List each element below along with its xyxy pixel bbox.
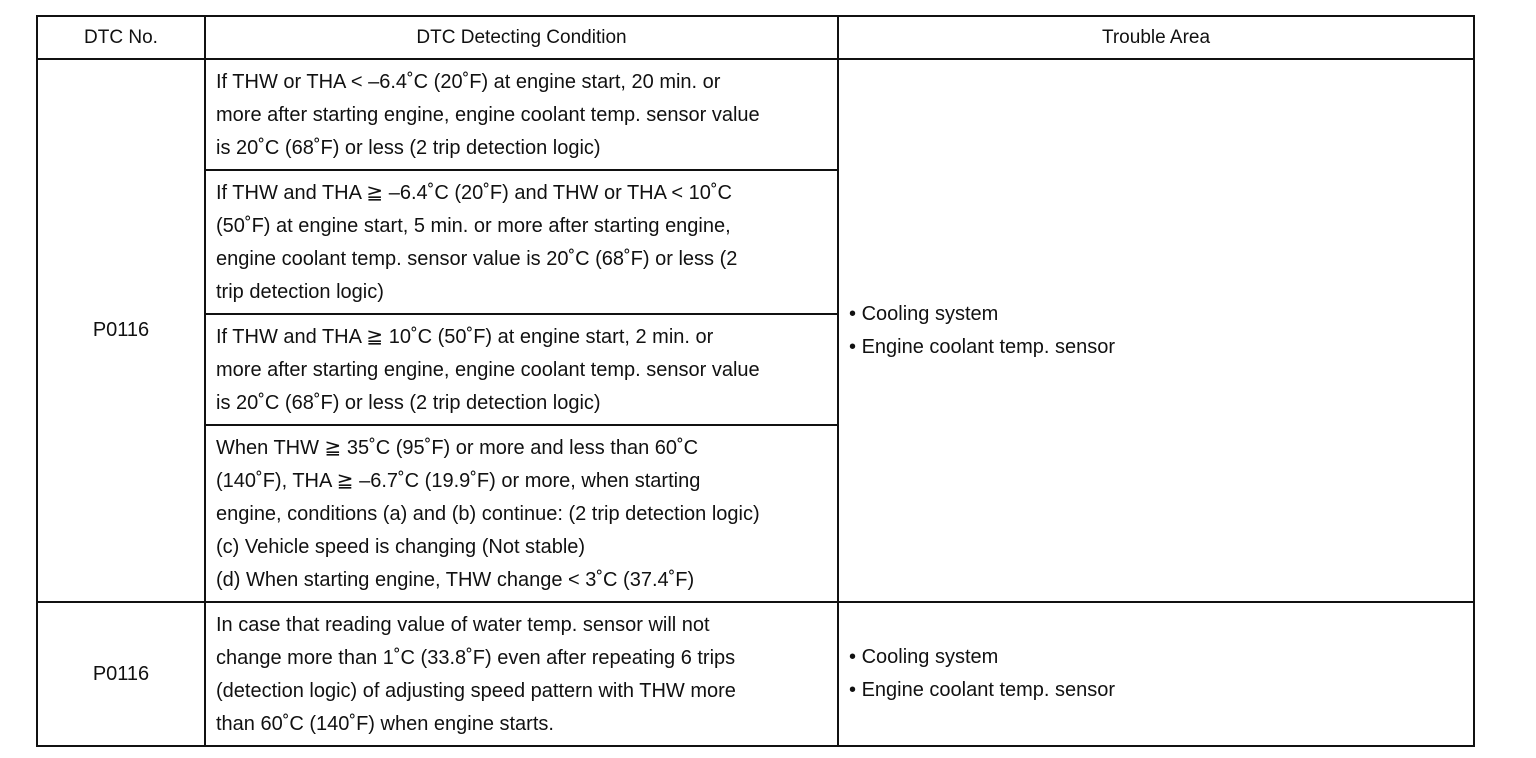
condition-line: If THW or THA < –6.4˚C (20˚F) at engine start, 20 min. or <box>216 71 721 93</box>
condition-line: change more than 1˚C (33.8˚F) even after repeating 6 trips <box>216 647 736 669</box>
condition-line: (140˚F), THA ≧ –6.7˚C (19.9˚F) or more, when starting <box>216 470 701 492</box>
condition-line: (d) When starting engine, THW change < 3˚C (37.4˚F) <box>216 569 695 591</box>
dtc-table <box>36 15 1475 747</box>
header-condition: DTC Detecting Condition <box>205 16 838 59</box>
header-row <box>37 16 1474 59</box>
condition-line: engine, conditions (a) and (b) continue: (2 trip detection logic) <box>216 503 760 525</box>
condition-cell <box>205 59 838 170</box>
condition-line: (detection logic) of adjusting speed pattern with THW more <box>216 680 736 702</box>
dtc-code: P0116 <box>37 602 205 746</box>
table-row <box>37 602 1474 746</box>
condition-line: engine coolant temp. sensor value is 20˚C (68˚F) or less (2 <box>216 248 738 270</box>
trouble-area-item: • Engine coolant temp. sensor <box>849 674 1473 707</box>
condition-line: If THW and THA ≧ 10˚C (50˚F) at engine start, 2 min. or <box>216 326 714 348</box>
condition-line: trip detection logic) <box>216 281 384 303</box>
condition-cell <box>205 602 838 746</box>
header-dtc-no: DTC No. <box>37 16 205 59</box>
condition-line: (50˚F) at engine start, 5 min. or more after starting engine, <box>216 215 731 237</box>
trouble-area-cell <box>838 602 1474 746</box>
condition-line: If THW and THA ≧ –6.4˚C (20˚F) and THW or THA < 10˚C <box>216 182 732 204</box>
dtc-code: P0116 <box>37 59 205 602</box>
header-trouble-area: Trouble Area <box>838 16 1474 59</box>
trouble-area-item: • Cooling system <box>849 641 1473 674</box>
trouble-area-item: • Engine coolant temp. sensor <box>849 331 1473 364</box>
condition-cell <box>205 170 838 314</box>
condition-cell <box>205 425 838 602</box>
condition-line: more after starting engine, engine coolant temp. sensor value <box>216 104 760 126</box>
table-row <box>37 59 1474 170</box>
condition-cell <box>205 314 838 425</box>
condition-line: is 20˚C (68˚F) or less (2 trip detection logic) <box>216 392 601 414</box>
condition-line: When THW ≧ 35˚C (95˚F) or more and less than 60˚C <box>216 437 699 459</box>
condition-line: than 60˚C (140˚F) when engine starts. <box>216 713 554 735</box>
trouble-area-cell <box>838 59 1474 602</box>
condition-line: In case that reading value of water temp. sensor will not <box>216 614 710 636</box>
condition-line: is 20˚C (68˚F) or less (2 trip detection logic) <box>216 137 601 159</box>
condition-line: more after starting engine, engine coolant temp. sensor value <box>216 359 760 381</box>
trouble-area-item: • Cooling system <box>849 298 1473 331</box>
condition-line: (c) Vehicle speed is changing (Not stable) <box>216 536 586 558</box>
